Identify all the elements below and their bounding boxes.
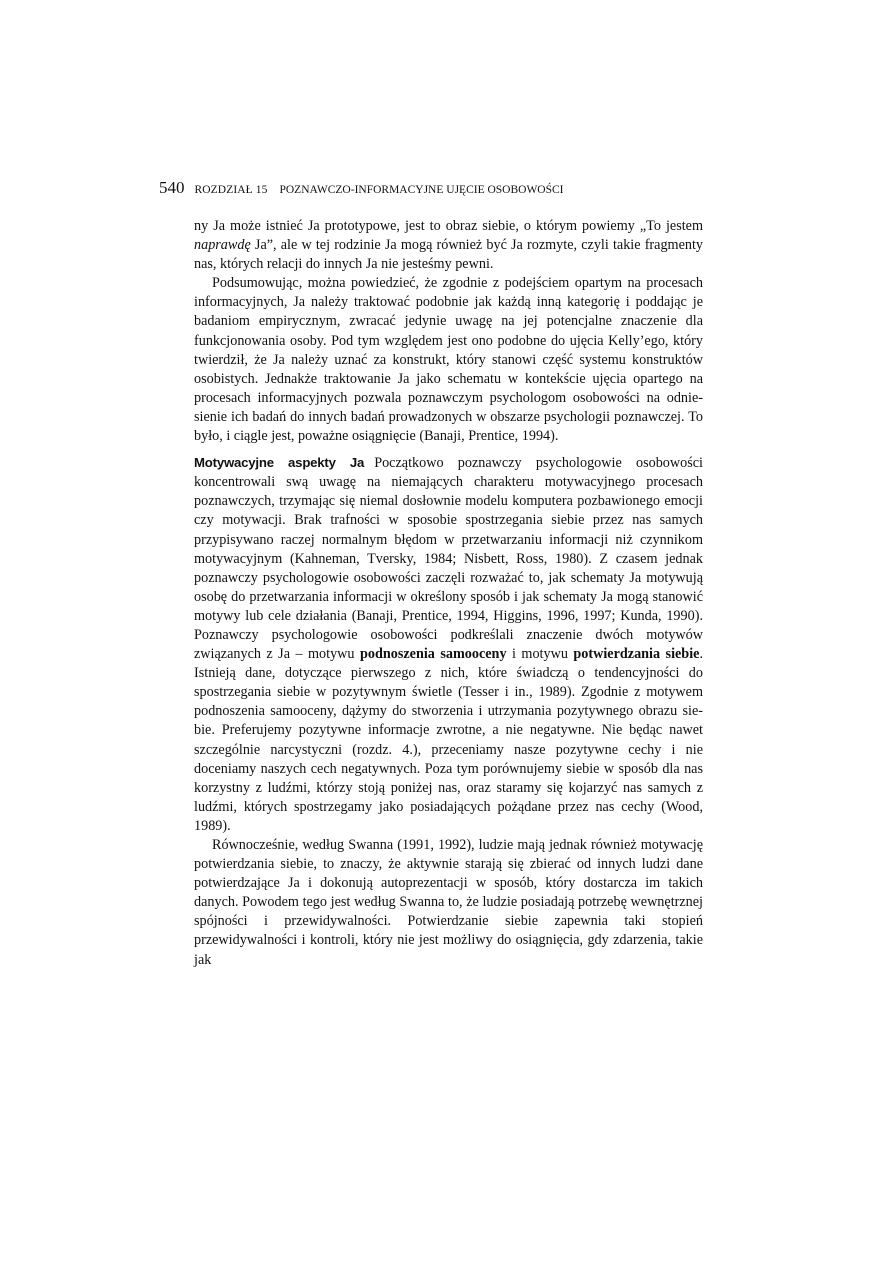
- emphasis-word: naprawdę: [194, 237, 251, 254]
- paragraph-motivational-aspects: Motywacyjne aspekty Ja Początkowo poznawczy psychologowie osobowości koncentrowali swą uwagę na niemających charakteru motywacyjnego procesach poznawczych, trzymając się niemal dosłownie modelu komputera pozbawionego emocji czy motywacji. Brak trafności w sposobie spostrzegania siebie przez nas samych przypisywano raczej normalnym błędom w przetwarzaniu informacji niż czynnikom motywacyjnym (Kahneman, Tversky, 1984; Nisbett, Ross, 1980). Z czasem jednak poznawczy psychologowie osobowości zaczęli rozważać to, jak schematy Ja motywują osobę do przetwarzania informacji w określony sposób i jak schematy Ja mogą stanowić motywy lub cele działania (Banaji, Prentice, 1994, Higgins, 1996, 1997; Kunda, 1990). Poznawczy psychologowie osobowości podkreślali znaczenie dwóch motywów związanych z Ja – motywu podnoszenia samooceny i motywu potwierdzania siebie. Istnieją dane, dotyczące pierwszego z nich, które świadczą o tendencyjności do spostrzegania siebie w pozytywnym świetle (Tesser i in., 1989). Zgodnie z motywem podnoszenia samooceny, dążymy do stworzenia i utrzymania pozytywnego obrazu siebie. Preferujemy pozytywne informacje zwrotne, a nie negatywne. Nie będąc nawet szczególnie narcystyczni (rozdz. 4.), przeceniamy nasze pozytywne cechy i nie doceniamy naszych cech negatywnych. Poza tym porównujemy siebie w sposób dla nas korzystny z ludźmi, którzy stoją poniżej nas, oraz staramy się kojarzyć nas samych z ludźmi, których spostrzegamy jako posiadających pożądane przez nas cechy (Wood, 1989).: [194, 455, 703, 834]
- page-number: 540: [159, 178, 185, 197]
- paragraph-summary: Podsumowując, można powiedzieć, że zgodnie z podejściem opartym na procesach informacyjnych, Ja należy traktować podobnie jak każdą inną kategorię i poddając je badaniom empirycznym, zwracać jedynie uwagę na jej potencjalne znaczenie dla funkcjonowania osoby. Pod tym względem jest ono podobne do ujęcia Kelly’ego, który twierdził, że Ja należy uznać za konstrukt, który stanowi część systemu konstruktów osobistych. Jednakże traktowanie Ja jako schematu w kontekście ujęcia opartego na procesach informacyjnych pozwala poznawczym psychologom osobowości na odniesienie ich badań do innych badań prowadzonych w obszarze psychologii poznawczej. To było, i ciągle jest, poważne osiągnięcie (Banaji, Prentice, 1994).: [194, 275, 703, 445]
- paragraph-continuation: ny Ja może istnieć Ja prototypowe, jest to obraz siebie, o którym powiemy „To jestem naprawdę Ja”, ale w tej rodzinie Ja mogą również być Ja rozmyte, czyli takie fragmenty nas, których relacji do innych Ja nie jesteśmy pewni.: [194, 218, 703, 273]
- paragraph-swann: Równocześnie, według Swanna (1991, 1992), ludzie mają jednak również motywację potwierdzania siebie, to znaczy, że aktywnie starają się zbierać od innych ludzi dane potwierdzające Ja i dokonują autoprezentacji w sposób, który dostarcza im takich danych. Powodem tego jest według Swanna to, że ludzie posiadają potrzebę wewnętrznej spójności i przewidywalności. Potwierdzanie siebie zapewnia taki stopień przewidywalności i kontroli, który nie jest możliwy do osiągnięcia, gdy zdarzenia, takie jak: [194, 837, 703, 968]
- key-term-self-verification: potwierdzania siebie: [573, 646, 700, 663]
- key-term-self-enhancement: podnoszenia samooceny: [359, 646, 507, 663]
- section-heading: Motywacyjne aspekty Ja: [194, 455, 365, 471]
- chapter-title: POZNAWCZO-INFORMACYJNE UJĘCIE OSOBOWOŚCI: [279, 184, 564, 196]
- chapter-label: ROZDZIAŁ 15: [194, 184, 268, 196]
- body-text: [194, 217, 703, 970]
- running-header: [159, 178, 719, 200]
